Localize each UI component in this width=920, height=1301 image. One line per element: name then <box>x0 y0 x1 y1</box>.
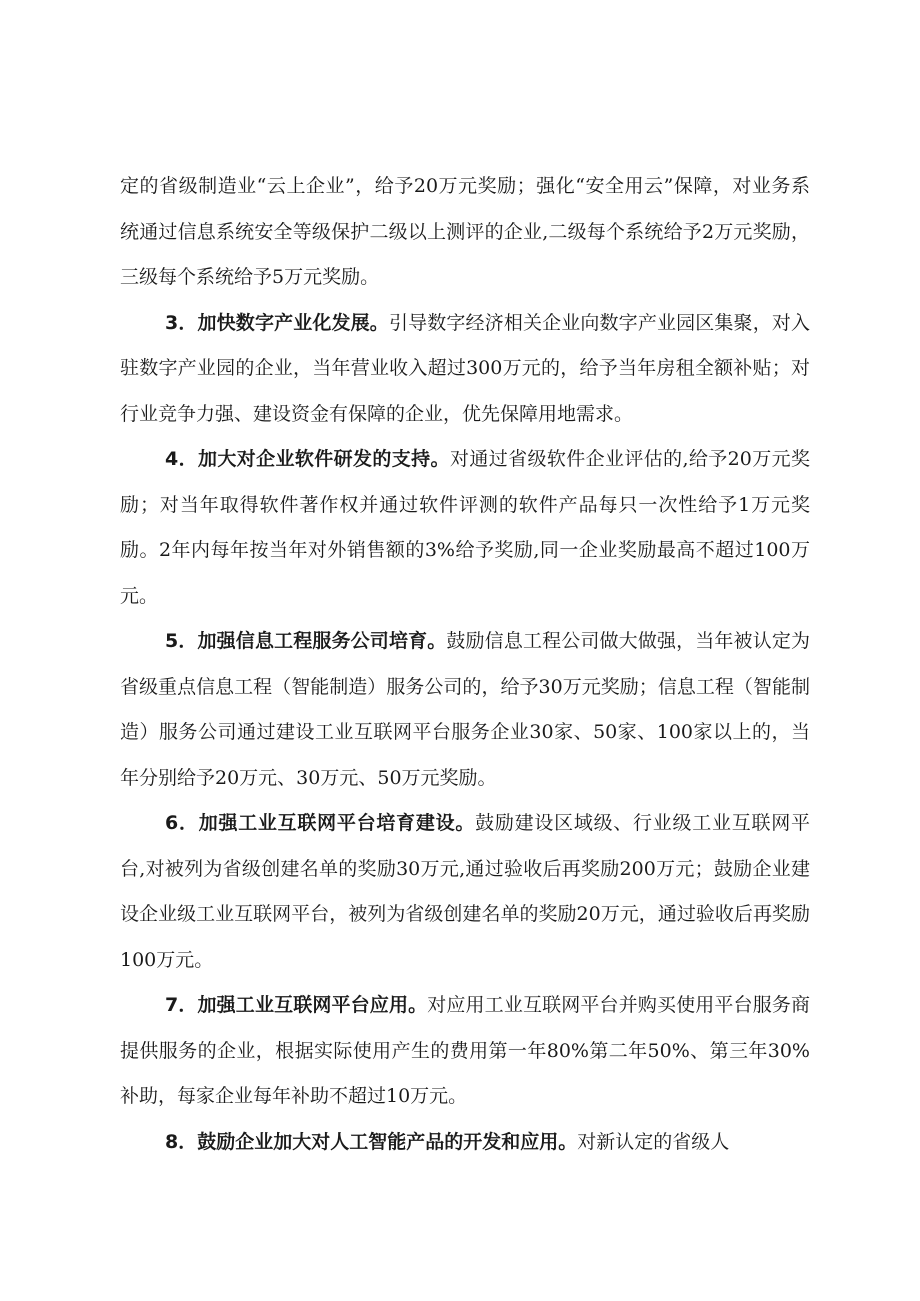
policy-item-6-heading: 6．加强工业互联网平台培育建设。 <box>165 812 476 834</box>
policy-item-8 <box>120 1120 810 1166</box>
policy-item-3-heading: 3．加快数字产业化发展。 <box>165 311 389 334</box>
policy-item-4 <box>120 437 810 619</box>
policy-item-5-heading: 5．加强信息工程服务公司培育。 <box>165 630 447 652</box>
continuation-paragraph: 定的省级制造业“云上企业”，给予20万元奖励；强化“安全用云”保障，对业务系统通过信息系统安全等级保护二级以上测评的企业,二级每个系统给予2万元奖励，三级每个系统给予5万元奖励。 <box>120 175 810 288</box>
policy-item-3-body: 引导数字经济相关企业向数字产业园区集聚，对入驻数字产业园的企业，当年营业收入超过300万元的，给予当年房租全额补贴；对行业竞争力强、建设资金有保障的企业，优先保障用地需求。 <box>120 311 810 425</box>
policy-item-7 <box>120 983 810 1120</box>
policy-item-7-body: 对应用工业互联网平台并购买使用平台服务商提供服务的企业，根据实际使用产生的费用第一年80%第二年50%、第三年30%补助，每家企业每年补助不超过10万元。 <box>120 994 810 1107</box>
policy-item-5 <box>120 619 810 801</box>
policy-item-4-heading: 4．加大对企业软件研发的支持。 <box>165 448 450 470</box>
policy-item-8-heading: 8．鼓励企业加大对人工智能产品的开发和应用。 <box>165 1130 578 1153</box>
policy-item-3 <box>120 301 810 438</box>
policy-item-6-body: 鼓励建设区域级、行业级工业互联网平台,对被列为省级创建名单的奖励30万元,通过验收后再奖励200万元；鼓励企业建设企业级工业互联网平台，被列为省级创建名单的奖励20万元，通过验收后再奖励100万元。 <box>120 812 810 971</box>
policy-item-4-body: 对通过省级软件企业评估的,给予20万元奖励；对当年取得软件著作权并通过软件评测的软件产品每只一次性给予1万元奖励。2年内每年按当年对外销售额的3%给予奖励,同一企业奖励最高不超过100万元。 <box>120 448 810 607</box>
policy-item-6 <box>120 801 810 983</box>
policy-item-5-body: 鼓励信息工程公司做大做强，当年被认定为省级重点信息工程（智能制造）服务公司的，给予30万元奖励；信息工程（智能制造）服务公司通过建设工业互联网平台服务企业30家、50家、100家以上的，当年分别给予20万元、30万元、50万元奖励。 <box>120 630 810 789</box>
policy-item-7-heading: 7．加强工业互联网平台应用。 <box>165 994 428 1016</box>
policy-item-8-body: 对新认定的省级人 <box>577 1130 730 1153</box>
document-page <box>120 164 810 1165</box>
